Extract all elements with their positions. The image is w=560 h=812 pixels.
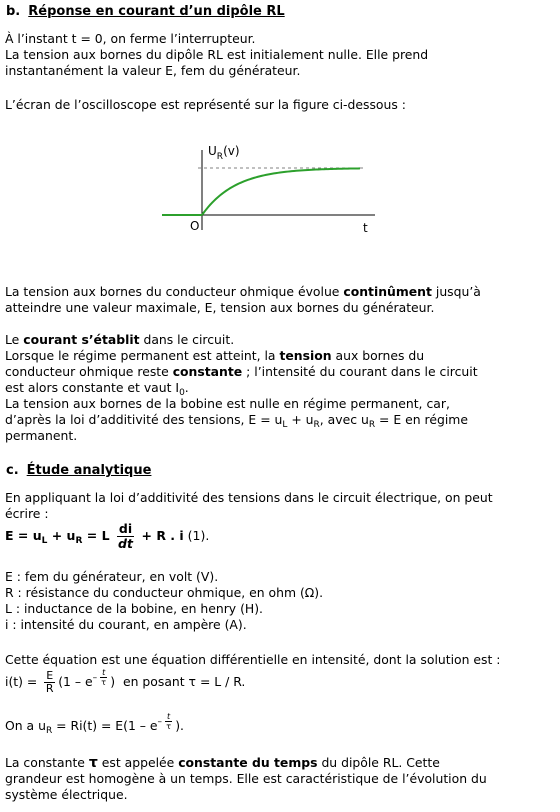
oscilloscope-figure <box>150 138 390 238</box>
section-b-heading <box>6 4 285 20</box>
screen-line: L’écran de l’oscilloscope est représenté sur la figure ci-dessous : <box>5 97 406 112</box>
time-constant-line-1: La constante τ est appelée constante du temps du dipôle RL. Cette <box>5 755 440 771</box>
y-axis-label: $U_R(v)$ <box>208 144 240 162</box>
definition-i: i : intensité du courant, en ampère (A). <box>5 617 247 632</box>
steady-line-5: La tension aux bornes de la bobine est nulle en régime permanent, car, <box>5 396 450 411</box>
definition-l: L : inductance de la bobine, en henry (H). <box>5 601 264 616</box>
solution-intro-line: Cette équation est une équation différentielle en intensité, dont la solution est : <box>5 652 501 667</box>
paragraph-continuity <box>5 284 545 316</box>
time-constant-line-2: grandeur est homogène à un temps. Elle est caractéristique de l’évolution du <box>5 771 487 786</box>
x-axis-label: t <box>363 221 368 235</box>
definition-r: R : résistance du conducteur ohmique, en ohm (Ω). <box>5 585 324 600</box>
steady-line-3: conducteur ohmique reste constante ; l’intensité du courant dans le circuit <box>5 364 478 379</box>
continuity-line-2: atteindre une valeur maximale, E, tension aux bornes du générateur. <box>5 300 435 315</box>
continuity-line-1: La tension aux bornes du conducteur ohmique évolue continûment jusqu’à <box>5 284 481 299</box>
paragraph-additivity <box>5 490 545 522</box>
section-c-title: Étude analytique <box>26 463 152 478</box>
intro-line-1: À l’instant t = 0, on ferme l’interrupteur. <box>5 31 256 46</box>
paragraph-intro <box>5 31 545 79</box>
exponent: – $\frac{t}{\tau}$ <box>157 712 172 731</box>
di-dt-fraction: $\frac{di}{dt}$ <box>118 521 133 551</box>
origin-label: O <box>190 219 200 233</box>
section-b-letter: b. <box>6 4 21 19</box>
steady-line-1: Le courant s’établit dans le circuit. <box>5 332 235 347</box>
time-constant-line-3: système électrique. <box>5 787 128 802</box>
voltage-solution: On a $u_R = Ri(t) = E(1 - e-$ $\frac{t}{\tau}$ ). <box>5 712 184 736</box>
paragraph-steady-state <box>5 332 545 444</box>
section-b-title: Réponse en courant d’un dipôle RL <box>28 4 285 19</box>
voltage-curve <box>202 168 360 215</box>
definitions-list <box>5 569 545 633</box>
steady-line-7: permanent. <box>5 428 78 443</box>
differential-equation: $E = u_L + u_R = L$ $\frac{di}{dt}$ + R . i (1). <box>5 521 210 551</box>
additivity-line-2: écrire : <box>5 506 49 521</box>
current-solution: i(t) = $\frac{E}{R}$ (1 – e– $\frac{t}{\tau}$ ) en posant τ = L / R. <box>5 668 246 695</box>
section-c-heading <box>6 463 151 479</box>
paragraph-screen <box>5 97 545 113</box>
additivity-line-1: En appliquant la loi d’additivité des tensions dans le circuit électrique, on peut <box>5 490 493 505</box>
steady-line-4: est alors constante et vaut $I_0$. <box>5 380 189 398</box>
paragraph-solution-intro <box>5 652 545 668</box>
e-over-r-fraction: $\frac{E}{R}$ <box>45 669 54 695</box>
steady-line-6: d’après la loi d’additivité des tensions, $E = u_L + u_R$, avec $u_R = E$ en régime <box>5 412 468 430</box>
intro-line-2: La tension aux bornes du dipôle RL est initialement nulle. Elle prend <box>5 47 429 62</box>
steady-line-2: Lorsque le régime permanent est atteint, la tension aux bornes du <box>5 348 425 363</box>
exponent: – $\frac{t}{\tau}$ <box>92 668 107 687</box>
definition-e: E : fem du générateur, en volt (V). <box>5 569 219 584</box>
intro-line-3: instantanément la valeur E, fem du générateur. <box>5 63 301 78</box>
paragraph-time-constant <box>5 755 545 803</box>
section-c-letter: c. <box>6 463 19 478</box>
